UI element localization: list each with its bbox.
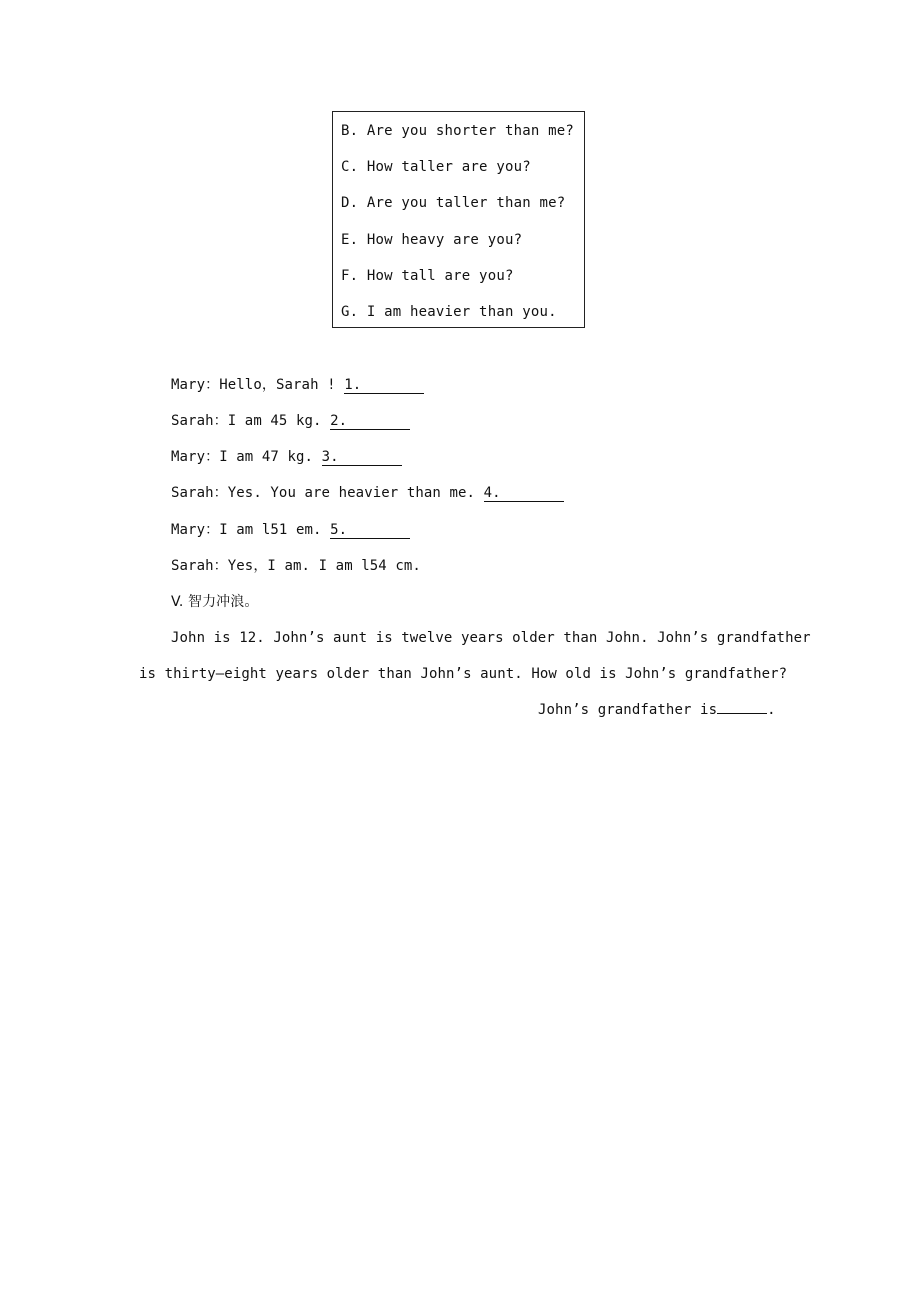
answer-prefix: John’s grandfather is [538,702,718,718]
options-box [332,111,585,328]
option-e: E. How heavy are you? [341,231,523,248]
option-c: C. How taller are you? [341,159,531,176]
problem-line-2: is thirty—eight years older than John’s aunt. How old is John’s grandfather? [139,666,788,682]
dialogue-text: Sarah：Yes，I am. I am l54 cm. [171,558,421,574]
dialogue-text: Mary：I am l51 em. [171,522,331,538]
dialogue-line-3 [171,447,402,467]
option-b: B. Are you shorter than me? [341,123,574,139]
option-d: D. Are you taller than me? [341,195,566,212]
answer-blank-grandfather[interactable] [717,713,767,714]
option-g: G. I am heavier than you. [341,303,557,320]
problem-line-1: John is 12. John’s aunt is twelve years older than John. John’s grandfather [171,630,811,646]
dialogue-line-2 [171,411,410,431]
answer-suffix: . [767,702,776,718]
option-f: F. How tall are you? [341,267,514,284]
dialogue-line-1 [171,375,424,395]
dialogue-text: Sarah：Yes. You are heavier than me. [171,485,484,501]
dialogue-line-5 [171,520,410,540]
dialogue-text: Sarah：I am 45 kg. [171,413,331,429]
answer-blank-3[interactable]: 3. [322,449,402,466]
dialogue-text: Mary：Hello，Sarah ! [171,377,345,393]
section-v-title: V. 智力冲浪。 [171,594,259,610]
answer-blank-4[interactable]: 4. [484,485,564,502]
answer-blank-1[interactable]: 1. [344,377,424,394]
dialogue-line-4 [171,483,564,503]
answer-line [538,700,776,720]
answer-blank-2[interactable]: 2. [330,413,410,430]
answer-blank-5[interactable]: 5. [330,522,410,539]
dialogue-text: Mary：I am 47 kg. [171,449,322,465]
dialogue-line-6 [171,556,421,576]
